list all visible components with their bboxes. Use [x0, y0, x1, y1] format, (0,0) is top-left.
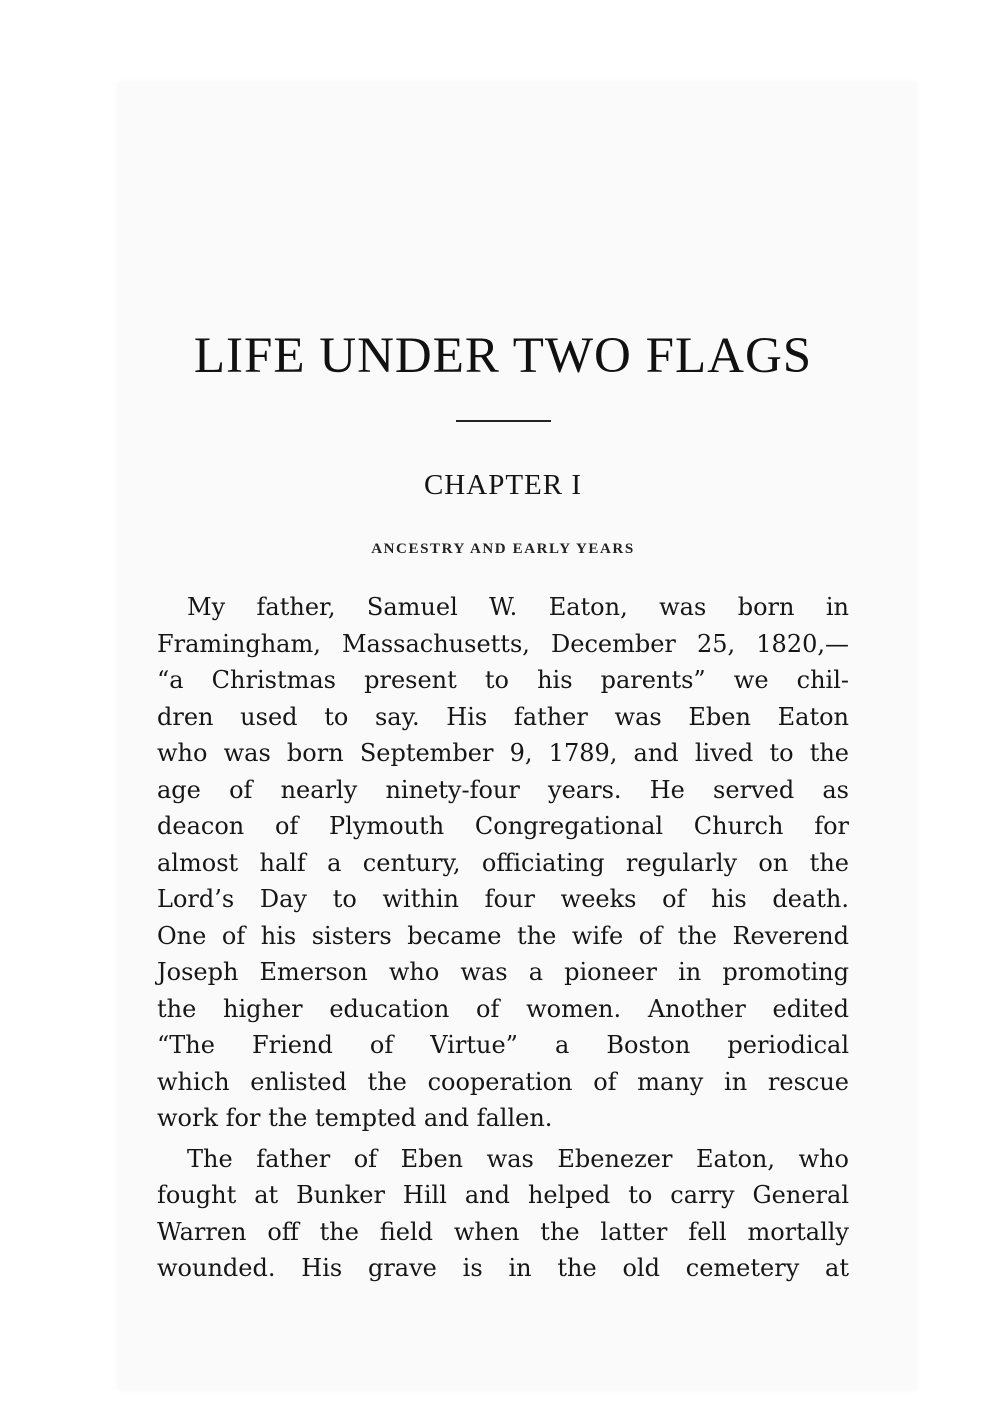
- text-line: The father of Eben was Ebenezer Eaton, who: [187, 1144, 849, 1173]
- paragraph-1: [157, 589, 849, 1137]
- text-line: Warren off the field when the latter fell mortally: [157, 1217, 849, 1246]
- text-line: the higher education of women. Another edited: [157, 994, 849, 1023]
- text-line: which enlisted the cooperation of many in rescue: [157, 1067, 849, 1096]
- text-line: almost half a century, officiating regularly on the: [157, 848, 849, 877]
- text-line: deacon of Plymouth Congregational Church for: [157, 812, 849, 840]
- text-line: Joseph Emerson who was a pioneer in promoting: [157, 958, 849, 986]
- body-text: [157, 589, 849, 1287]
- text-line: wounded. His grave is in the old cemetery at: [157, 1254, 849, 1282]
- chapter-subheading: ANCESTRY AND EARLY YEARS: [371, 541, 635, 557]
- chapter-heading: CHAPTER I: [423, 469, 583, 501]
- book-title: LIFE UNDER TWO FLAGS: [193, 328, 813, 384]
- page-content: [157, 326, 849, 1287]
- text-line: who was born September 9, 1789, and lived to the: [157, 739, 849, 767]
- text-line: fought at Bunker Hill and helped to carry General: [157, 1181, 849, 1209]
- text-line: age of nearly ninety-four years. He served as: [157, 775, 849, 804]
- text-line: work for the tempted and fallen.: [157, 1104, 553, 1132]
- text-line: “The Friend of Virtue” a Boston periodical: [157, 1031, 849, 1059]
- text-line: My father, Samuel W. Eaton, was born in: [187, 593, 849, 621]
- title-rule: [456, 420, 551, 422]
- text-line: “a Christmas present to his parents” we chil-: [157, 666, 849, 694]
- text-line: One of his sisters became the wife of the Reverend: [157, 921, 849, 950]
- text-line: dren used to say. His father was Eben Eaton: [157, 702, 849, 731]
- text-line: Framingham, Massachusetts, December 25, 1820,—: [157, 629, 849, 658]
- paragraph-2: [157, 1141, 849, 1287]
- text-line: Lord’s Day to within four weeks of his death.: [157, 885, 849, 913]
